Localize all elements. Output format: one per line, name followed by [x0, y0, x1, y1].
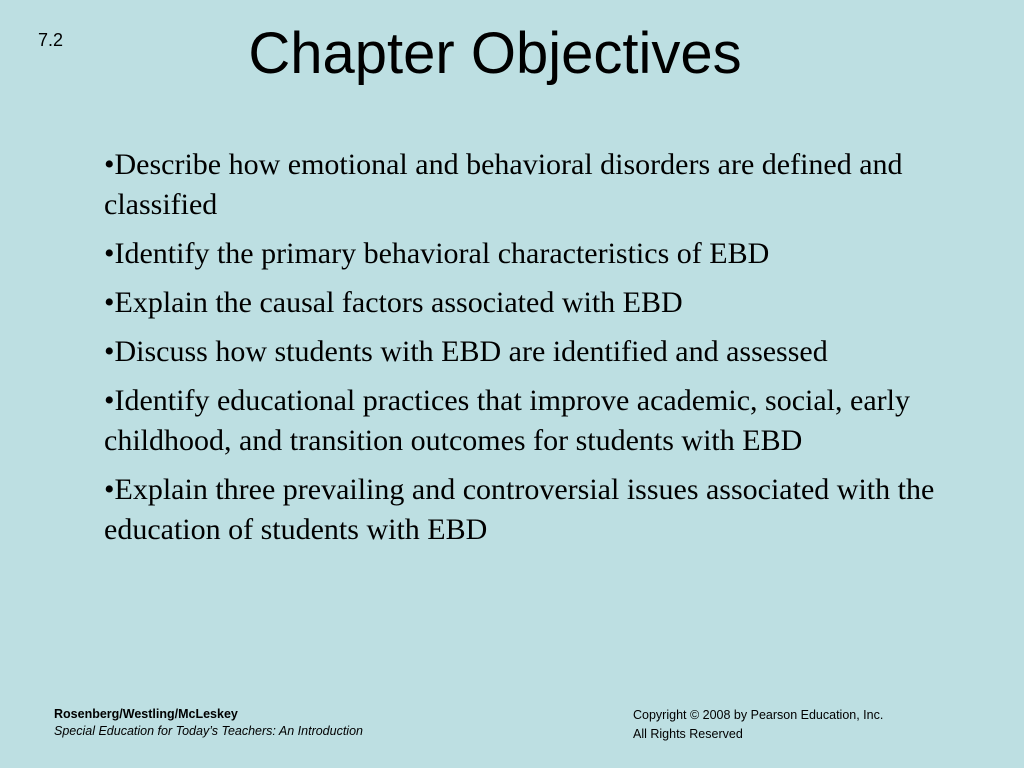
- footer-authors: Rosenberg/Westling/McLeskey: [54, 707, 238, 721]
- objective-item: •Explain the causal factors associated with EBD: [104, 286, 683, 319]
- footer-citation: [54, 706, 363, 740]
- rights-text: All Rights Reserved: [633, 727, 743, 741]
- footer-book-title: Special Education for Today’s Teachers: An Introduction: [54, 724, 363, 738]
- slide-number: 7.2: [38, 30, 64, 50]
- objective-item: •Identify educational practices that improve academic, social, early childhood, and transition outcomes for students with EBD: [104, 384, 910, 457]
- objective-item: •Discuss how students with EBD are identified and assessed: [104, 335, 828, 368]
- footer-copyright: [633, 706, 883, 744]
- copyright-text: Copyright © 2008 by Pearson Education, Inc.: [633, 708, 884, 722]
- objective-item: •Describe how emotional and behavioral disorders are defined and classified: [104, 148, 903, 221]
- objective-item: •Explain three prevailing and controversial issues associated with the education of students with EBD: [104, 473, 935, 546]
- slide-title: Chapter Objectives: [248, 21, 742, 86]
- objective-item: •Identify the primary behavioral characteristics of EBD: [104, 237, 770, 270]
- objectives-list: [104, 145, 974, 559]
